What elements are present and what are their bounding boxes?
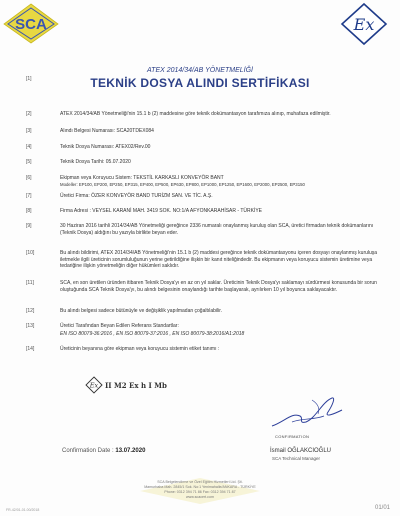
manufacturer-label: Üretici Firma: [60, 193, 90, 199]
section-number: [3] [26, 128, 32, 134]
sca-logo-text: SCA [15, 16, 47, 33]
ex-logo-text: Ex [353, 15, 375, 34]
page-title: TEKNİK DOSYA ALINDI SERTİFİKASI [90, 76, 310, 90]
section-text: 30 Haziran 2016 tarihli 2014/34/AB Yönetmeliği gereğince 2336 numaralı onaylanmış kuruluş olan SCA, üretici firmadan teknik dokümanlarını (Teknik Dosya) aldığını bu yazıyla birlikte beyan eder. [60, 223, 374, 236]
section-number: [7] [26, 193, 32, 199]
confirmation-date-label: Confirmation Date : [62, 448, 114, 454]
technical-file-date-label: Teknik Dosya Tarihi: [60, 159, 105, 165]
section-number: [14] [26, 346, 35, 352]
equipment-row [60, 175, 376, 182]
manufacturer-row [60, 193, 376, 200]
section-number: [10] [26, 250, 35, 256]
equipment-value: TEKSTİL KARKASLI KONVEYÖR BANT [133, 175, 224, 181]
confirmation-date-value: 13.07.2020 [115, 448, 146, 454]
section-number: [2] [26, 111, 32, 117]
receipt-number-row [60, 128, 376, 135]
confirmation-date [62, 448, 145, 454]
section-number: [8] [26, 208, 32, 214]
section-text: Bu alındı bildirimi, ATEX 2014/34/AB Yönetmeliği'nin 15.1 b (2) maddesi gereğince teknik dokümantasyonu içeren dosyayı onaylanmış kuruluşa iletmekle ilgili üreticinin sorumluluğunun yerine getirildiğine ilişkin bir kanıt niteliğindedir. Bu ekipmanın veya koruyucu sistemin üretimine veya tedariğine ilişkin yönetmeliğin diğer hükümleri saklıdır. [60, 250, 378, 269]
receipt-number-value: SCA20TDEX084 [116, 128, 154, 134]
section-number: [9] [26, 223, 32, 229]
signer-name: İsmail OĞLAKCIOĞLU [270, 448, 332, 454]
section-number: [6] [26, 175, 32, 181]
section-text: ATEX 2014/34/AB Yönetmeliği'nin 15.1 b (2) maddesine göre teknik dokümantasyon tarafımıza alınıp, muhafaza edilmiştir. [60, 111, 331, 117]
sca-logo [2, 2, 60, 44]
document-reference: FR-42/01-01.00/2018 [6, 508, 40, 512]
address-value: VEYSEL KARANİ MAH. 3419 SOK. NO:1/A AFYONKARAHİSAR - TÜRKİYE [92, 208, 263, 214]
technical-file-date-value: 05.07.2020 [105, 159, 131, 165]
equipment-label: Ekipman veya Koruyucu Sistem: [60, 175, 132, 181]
standards-value: EN ISO 80079-36:2016 , EN ISO 80079-37:2016 , EN ISO 80079-38:2016/A1:2018 [60, 331, 245, 337]
section-number: [1] [26, 76, 32, 82]
footer-phone: Phone: 0312 394 71 86 Fax: 0312 394 71 87 [164, 490, 236, 494]
manufacturer-value: ÖZER KONVEYÖR BAND TURİZM SAN. VE TİC. A.Ş. [91, 193, 213, 199]
technical-file-number-value: ATEX02/Rev.00 [115, 144, 151, 150]
address-row [60, 208, 376, 215]
technical-file-number-row [60, 144, 376, 151]
svg-text:Ex: Ex [89, 381, 99, 390]
ex-logo [340, 2, 388, 46]
receipt-number-label: Alındı Belgesi Numarası: [60, 128, 116, 134]
ex-marking-icon [85, 376, 103, 394]
footer-company: SCA Belgelendirme ve Özel Eğitim Hizmetleri Ltd. Şti. [157, 480, 243, 484]
footer-website: www.scacert.com [186, 495, 214, 499]
section-number: [4] [26, 144, 32, 150]
section-number: [13] [26, 323, 35, 329]
signature-image [262, 392, 352, 434]
section-number: [5] [26, 159, 32, 165]
technical-file-date-row [60, 159, 376, 166]
footer-address: Mamurbaba Mah. 2845/1 Sok. No:1 Yenimahalle/ANKARA - TÜRKİYE [144, 485, 256, 489]
section-text: Üreticinin beyanına göre ekipman veya koruyucu sistemin etiket tanımı : [60, 346, 220, 352]
section-text: Bu alındı belgesi sadece bütünüyle ve değişiklik yapılmadan çoğaltılabilir. [60, 308, 223, 314]
address-label: Firma Adresi : [60, 208, 91, 214]
page-number: 01/01 [374, 505, 390, 511]
section-text: SCA, en son üretilen üründen itibaren Teknik Dosya'yı en az on yıl saklar. Üreticinin Teknik Dosya'yı saklamayı sürdürmesi konusunda bir sorun oluştuğunda SCA Teknik Dosya'yı, bu alındı belgesinin onaylandığı tarihte başlayarak, ayrılırken 10 yıl boyunca saklayacaktır. [60, 280, 377, 293]
regulation-subtitle: ATEX 2014/34/AB YÖNETMELİĞİ [147, 67, 253, 74]
technical-file-number-label: Teknik Dosya Numarası: [60, 144, 115, 150]
equipment-marking: II M2 Ex h I Mb [105, 381, 167, 390]
section-number: [12] [26, 308, 35, 314]
confirmation-label: CONFIRMATION [275, 434, 310, 439]
section-number: [11] [26, 280, 34, 286]
standards-label: Üretici Tarafından Beyan Edilen Referans Standartlar: [60, 323, 179, 329]
signer-title: SCA Technical Manager [272, 456, 320, 461]
equipment-models: Modeller: EP100, EP200, EP250, EP315, EP400, EP500, EP630, EP800, EP1000, EP1250, EP1600, EP2000, EP2500, EP3150 [60, 182, 305, 187]
